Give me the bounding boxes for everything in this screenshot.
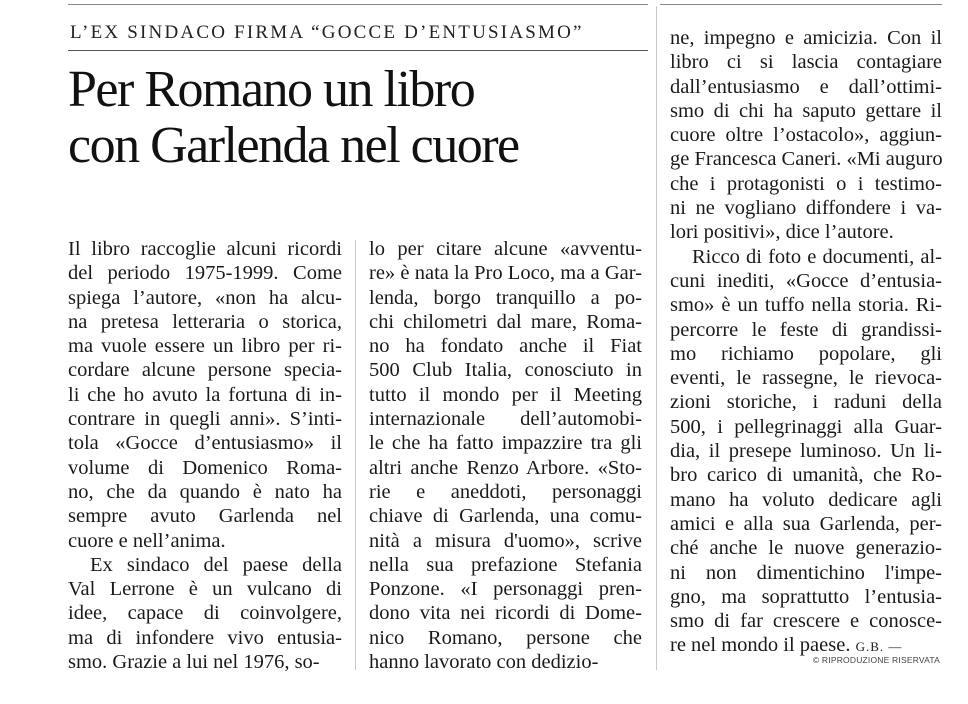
article-text-line: smo di far crescere e conosce- xyxy=(670,610,942,633)
article-text-line: dall’entusiasmo e dall’ottimi- xyxy=(670,75,942,98)
article-text-line: altri anche Renzo Arbore. «Sto- xyxy=(369,456,642,479)
article-text-line: smo» è un tuffo nella storia. Ri- xyxy=(670,294,942,317)
article-text-line: che i protagonisti o i testimo- xyxy=(670,172,942,195)
article-text-line: re» è nata la Pro Loco, ma a Gar- xyxy=(369,262,642,285)
article-text-line: smo. Grazie a lui nel 1976, so- xyxy=(68,651,320,674)
article-text-line: lenda, borgo tranquillo a po- xyxy=(369,286,642,309)
article-text-line: eventi, le rassegne, le rievoca- xyxy=(670,367,942,390)
article-text-line: no ha fondato anche il Fiat xyxy=(369,335,642,358)
article-text-line: contrare in quegli anni». S’inti- xyxy=(68,408,342,431)
article-text-line: rie e aneddoti, personaggi xyxy=(369,480,642,503)
article-text-line: ni ne vogliano diffondere i va- xyxy=(670,197,942,220)
article-text-line: nità a misura d'uomo», scrive xyxy=(369,529,642,552)
article-text-line: internazionale dell’automobi- xyxy=(369,408,642,431)
article-headline xyxy=(68,62,658,174)
right-top-rule xyxy=(660,4,942,5)
article-text-line: sempre avuto Garlenda nel xyxy=(68,505,342,528)
article-text-line: 500, i pellegrinaggi alla Guar- xyxy=(670,415,942,438)
article-text-line: cuore e nell’anima. xyxy=(68,529,226,552)
article-text-line: chi chilometri dal mare, Roma- xyxy=(369,310,642,333)
article-text-line: Val Lerrone è un vulcano di xyxy=(68,578,342,601)
article-text-line: dono vita nei ricordi di Dome- xyxy=(369,602,642,625)
author-signature: G.B. — xyxy=(855,639,903,655)
article-text-line: libro ci si lascia contagiare xyxy=(670,51,942,74)
article-text-line: percorre le feste di grandissi- xyxy=(670,318,942,341)
article-text-line: tutto il mondo per il Meeting xyxy=(369,383,642,406)
article-text-line: amici e alla sua Garlenda, per- xyxy=(670,512,942,535)
article-text-line: li che ho avuto la fortuna di in- xyxy=(68,383,342,406)
article-text-line: cuni inediti, «Gocce d’entusia- xyxy=(670,269,942,292)
article-text-line: mo richiamo popolare, gli xyxy=(670,342,942,365)
article-text-line: lo per citare alcune «avventu- xyxy=(369,238,642,260)
article-text-line: nico Romano, persone che xyxy=(369,626,642,649)
top-rule xyxy=(68,4,648,5)
article-text-line: re nel mondo il paese. xyxy=(670,634,851,657)
article-text-line: Ex sindaco del paese della xyxy=(90,553,342,576)
article-text-line: Ponzone. «I personaggi pren- xyxy=(369,578,642,601)
article-text-line: le che ha fatto impazzire tra gli xyxy=(369,432,642,455)
article-text-line: 500 Club Italia, conosciuto in xyxy=(369,359,642,382)
article-column-3 xyxy=(670,26,942,660)
article-text-line: volume di Domenico Roma- xyxy=(68,456,342,479)
article-text-line: ni non dimentichino l'impe- xyxy=(670,561,942,584)
article-text-line: spiega l’autore, «non ha alcu- xyxy=(68,286,342,309)
article-text-line: cordare alcune persone specia- xyxy=(68,359,342,382)
article-text-line: bro carico di umanità, che Ro- xyxy=(670,464,942,487)
copyright-notice: © RIPRODUZIONE RISERVATA xyxy=(812,655,940,665)
article-text-line: mano ha voluto dedicare agli xyxy=(670,488,942,511)
article-text-line: del periodo 1975-1999. Come xyxy=(68,262,342,285)
article-text-line: ma vuole essere un libro per ri- xyxy=(68,335,342,358)
article-text-line: ma di infondere vivo entusia- xyxy=(68,626,342,649)
article-text-line: zioni storiche, i raduni della xyxy=(670,391,942,414)
article-text-line: ché anche le nuove generazio- xyxy=(670,537,942,560)
article-text-line: idee, capace di coinvolgere, xyxy=(68,602,342,625)
article-text-line: cuore oltre l’ostacolo», aggiun- xyxy=(670,124,942,147)
column-divider xyxy=(656,6,657,670)
article-text-line: lori positivi», dice l’autore. xyxy=(670,221,894,244)
article-text-line: no, che da quando è nato ha xyxy=(68,480,342,503)
article-column-1 xyxy=(68,237,342,674)
article-text-line: ne, impegno e amicizia. Con il xyxy=(670,27,942,49)
article-text-line: nella sua prefazione Stefania xyxy=(369,553,642,576)
article-text-line: Ricco di foto e documenti, al- xyxy=(692,245,942,268)
article-text-line: ge Francesca Caneri. «Mi auguro xyxy=(670,148,943,171)
headline-line-1: Per Romano un libro xyxy=(68,61,475,118)
article-text-line: chiave di Garlenda, una comu- xyxy=(369,505,642,528)
article-text-line: dia, il presepe luminoso. Un li- xyxy=(670,440,942,463)
article-text-line: hanno lavorato con dedizio- xyxy=(369,651,599,674)
article-text-line: Il libro raccoglie alcuni ricordi xyxy=(68,238,342,260)
article-text-line: na pretesa letteraria o storica, xyxy=(68,310,342,333)
article-text-line: tola «Gocce d’entusiasmo» il xyxy=(68,432,342,455)
headline-line-2: con Garlenda nel cuore xyxy=(68,117,519,174)
article-column-2 xyxy=(369,237,642,674)
kicker-rule xyxy=(68,50,648,51)
article-text-line: gno, ma soprattutto l’entusia- xyxy=(670,585,942,608)
article-text-line: smo di chi ha saputo gettare il xyxy=(670,99,942,122)
article-kicker: L’EX SINDACO FIRMA “GOCCE D’ENTUSIASMO” xyxy=(70,22,584,43)
column-divider xyxy=(355,240,356,670)
